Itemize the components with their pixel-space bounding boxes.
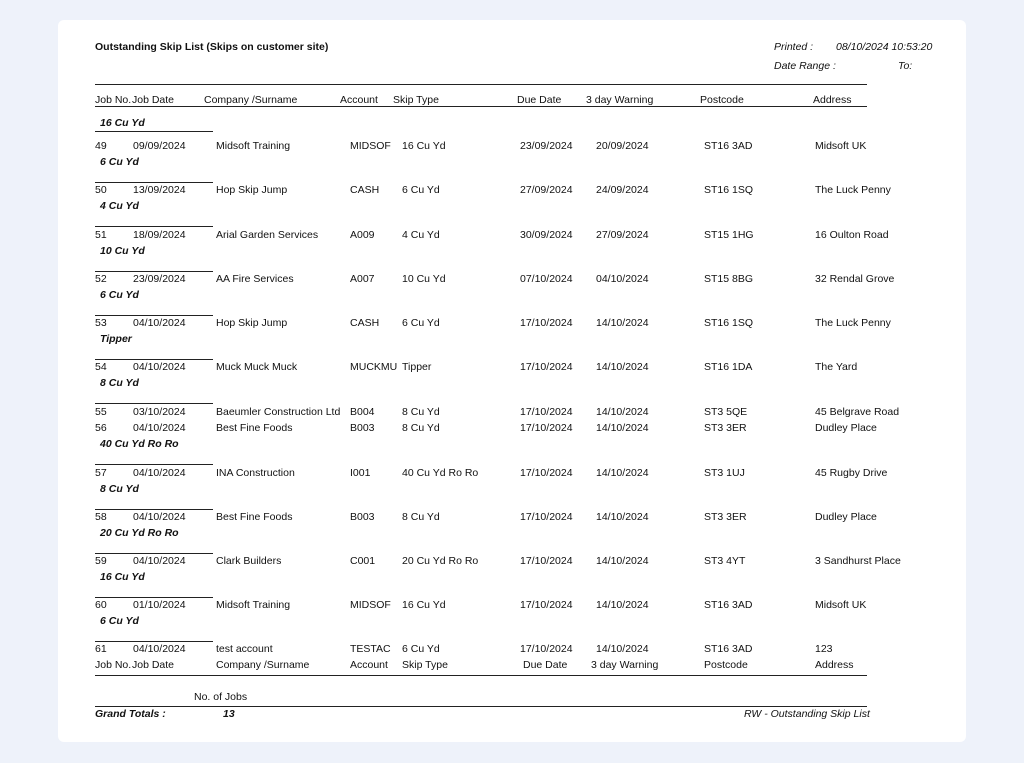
group-rule (95, 182, 213, 183)
row-job-date: 04/10/2024 (133, 467, 186, 479)
row-company: Hop Skip Jump (216, 317, 288, 329)
row-due-date: 17/10/2024 (520, 511, 573, 523)
row-company: Clark Builders (216, 555, 282, 567)
group-rule (95, 553, 213, 554)
date-range-label: Date Range : (774, 60, 836, 72)
row-due-date: 17/10/2024 (520, 317, 573, 329)
row-job-no: 51 (95, 229, 107, 241)
row-address: The Luck Penny (815, 317, 891, 329)
row-due-date: 17/10/2024 (520, 643, 573, 655)
row-job-date: 04/10/2024 (133, 555, 186, 567)
col-header-job-no: Job No. (95, 94, 132, 106)
row-postcode: ST16 1SQ (704, 317, 754, 329)
row-skip-type: 40 Cu Yd Ro Ro (402, 467, 479, 479)
group-label: Tipper (100, 333, 132, 345)
footer-col-address: Address (815, 659, 854, 671)
row-address: Dudley Place (815, 422, 877, 434)
row-company: Hop Skip Jump (216, 184, 288, 196)
row-due-date: 17/10/2024 (520, 555, 573, 567)
row-job-date: 23/09/2024 (133, 273, 186, 285)
col-header-warning: 3 day Warning (586, 94, 654, 106)
row-warning-date: 14/10/2024 (596, 643, 649, 655)
row-job-no: 56 (95, 422, 107, 434)
row-warning-date: 20/09/2024 (596, 140, 649, 152)
group-label: 40 Cu Yd Ro Ro (100, 438, 179, 450)
row-job-no: 54 (95, 361, 107, 373)
row-job-date: 04/10/2024 (133, 361, 186, 373)
row-postcode: ST15 8BG (704, 273, 754, 285)
row-address: The Luck Penny (815, 184, 891, 196)
group-rule (95, 597, 213, 598)
row-company: AA Fire Services (216, 273, 294, 285)
group-label: 6 Cu Yd (100, 156, 139, 168)
row-account: I001 (350, 467, 371, 479)
col-header-company: Company /Surname (204, 94, 298, 106)
row-job-date: 09/09/2024 (133, 140, 186, 152)
footer-col-account: Account (350, 659, 388, 671)
row-job-no: 57 (95, 467, 107, 479)
row-job-no: 55 (95, 406, 107, 418)
row-account: A007 (350, 273, 375, 285)
group-rule (95, 359, 213, 360)
no-of-jobs-label: No. of Jobs (194, 691, 248, 703)
row-skip-type: 6 Cu Yd (402, 643, 440, 655)
row-address: 32 Rendal Grove (815, 273, 895, 285)
row-postcode: ST16 3AD (704, 140, 753, 152)
row-account: TESTAC (350, 643, 391, 655)
footer-col-job-no: Job No. (95, 659, 132, 671)
row-address: Midsoft UK (815, 599, 867, 611)
row-company: Arial Garden Services (216, 229, 319, 241)
row-company: Best Fine Foods (216, 422, 293, 434)
group-rule (95, 315, 213, 316)
row-warning-date: 14/10/2024 (596, 422, 649, 434)
row-due-date: 17/10/2024 (520, 599, 573, 611)
group-label: 16 Cu Yd (100, 571, 145, 583)
footer-col-company: Company /Surname (216, 659, 310, 671)
col-header-postcode: Postcode (700, 94, 744, 106)
row-warning-date: 14/10/2024 (596, 361, 649, 373)
row-skip-type: 10 Cu Yd (402, 273, 446, 285)
row-address: 45 Belgrave Road (815, 406, 900, 418)
group-label: 6 Cu Yd (100, 615, 139, 627)
footer-col-due-date: Due Date (523, 659, 568, 671)
row-due-date: 30/09/2024 (520, 229, 573, 241)
row-job-no: 60 (95, 599, 107, 611)
row-skip-type: 8 Cu Yd (402, 406, 440, 418)
group-label: 20 Cu Yd Ro Ro (100, 527, 179, 539)
row-due-date: 27/09/2024 (520, 184, 573, 196)
row-postcode: ST16 1SQ (704, 184, 754, 196)
grand-total-value: 13 (223, 708, 235, 720)
row-skip-type: 4 Cu Yd (402, 229, 440, 241)
row-warning-date: 14/10/2024 (596, 511, 649, 523)
row-skip-type: 8 Cu Yd (402, 511, 440, 523)
totals-rule (95, 706, 867, 707)
row-skip-type: Tipper (402, 361, 432, 373)
row-due-date: 17/10/2024 (520, 422, 573, 434)
row-postcode: ST15 1HG (704, 229, 754, 241)
row-job-no: 49 (95, 140, 107, 152)
row-warning-date: 04/10/2024 (596, 273, 649, 285)
row-job-no: 58 (95, 511, 107, 523)
row-job-date: 13/09/2024 (133, 184, 186, 196)
row-postcode: ST3 3ER (704, 422, 747, 434)
group-rule (95, 271, 213, 272)
row-job-no: 52 (95, 273, 107, 285)
row-job-no: 61 (95, 643, 107, 655)
group-rule (95, 509, 213, 510)
row-postcode: ST3 1UJ (704, 467, 745, 479)
group-label: 4 Cu Yd (100, 200, 139, 212)
row-address: Midsoft UK (815, 140, 867, 152)
row-company: Midsoft Training (216, 599, 291, 611)
grand-totals-label: Grand Totals : (95, 708, 166, 720)
footer-col-warning: 3 day Warning (591, 659, 659, 671)
row-due-date: 17/10/2024 (520, 467, 573, 479)
report-name: RW - Outstanding Skip List (744, 708, 870, 720)
row-address: 123 (815, 643, 833, 655)
group-label: 8 Cu Yd (100, 377, 139, 389)
group-label: 8 Cu Yd (100, 483, 139, 495)
row-account: C001 (350, 555, 376, 567)
row-address: 16 Oulton Road (815, 229, 889, 241)
row-account: MUCKMU (350, 361, 398, 373)
row-account: MIDSOF (350, 140, 391, 152)
row-job-date: 04/10/2024 (133, 317, 186, 329)
footer-top-rule (95, 675, 867, 676)
row-job-date: 04/10/2024 (133, 422, 186, 434)
row-job-no: 50 (95, 184, 107, 196)
group-rule (95, 226, 213, 227)
header-bottom-rule (95, 106, 867, 107)
row-address: 3 Sandhurst Place (815, 555, 901, 567)
row-skip-type: 6 Cu Yd (402, 317, 440, 329)
header-top-rule (95, 84, 867, 85)
row-company: Muck Muck Muck (216, 361, 298, 373)
row-account: A009 (350, 229, 375, 241)
report-title: Outstanding Skip List (Skips on customer site) (95, 41, 329, 53)
row-warning-date: 14/10/2024 (596, 406, 649, 418)
row-account: B003 (350, 511, 375, 523)
row-company: Best Fine Foods (216, 511, 293, 523)
row-skip-type: 16 Cu Yd (402, 140, 446, 152)
row-skip-type: 16 Cu Yd (402, 599, 446, 611)
col-header-due-date: Due Date (517, 94, 562, 106)
date-range-to-label: To: (898, 60, 913, 72)
row-postcode: ST16 1DA (704, 361, 753, 373)
row-skip-type: 6 Cu Yd (402, 184, 440, 196)
group-rule (95, 131, 213, 132)
footer-col-job-date: Job Date (132, 659, 175, 671)
row-warning-date: 14/10/2024 (596, 599, 649, 611)
row-job-date: 01/10/2024 (133, 599, 186, 611)
row-address: 45 Rugby Drive (815, 467, 888, 479)
row-postcode: ST16 3AD (704, 599, 753, 611)
row-postcode: ST3 3ER (704, 511, 747, 523)
group-rule (95, 641, 213, 642)
row-due-date: 23/09/2024 (520, 140, 573, 152)
row-warning-date: 14/10/2024 (596, 467, 649, 479)
row-address: The Yard (815, 361, 858, 373)
row-account: B004 (350, 406, 375, 418)
row-company: test account (216, 643, 273, 655)
group-label: 6 Cu Yd (100, 289, 139, 301)
row-due-date: 17/10/2024 (520, 406, 573, 418)
group-rule (95, 403, 213, 404)
col-header-skip-type: Skip Type (393, 94, 439, 106)
row-postcode: ST3 4YT (704, 555, 746, 567)
row-job-date: 18/09/2024 (133, 229, 186, 241)
row-company: Midsoft Training (216, 140, 291, 152)
group-rule (95, 464, 213, 465)
group-label: 10 Cu Yd (100, 245, 145, 257)
footer-col-skip-type: Skip Type (402, 659, 448, 671)
row-job-date: 03/10/2024 (133, 406, 186, 418)
row-due-date: 17/10/2024 (520, 361, 573, 373)
col-header-address: Address (813, 94, 852, 106)
row-account: CASH (350, 184, 380, 196)
row-company: INA Construction (216, 467, 295, 479)
report-page (58, 20, 966, 742)
row-warning-date: 24/09/2024 (596, 184, 649, 196)
row-account: CASH (350, 317, 380, 329)
row-job-no: 59 (95, 555, 107, 567)
row-account: MIDSOF (350, 599, 391, 611)
row-warning-date: 14/10/2024 (596, 555, 649, 567)
row-skip-type: 20 Cu Yd Ro Ro (402, 555, 479, 567)
row-warning-date: 14/10/2024 (596, 317, 649, 329)
row-postcode: ST16 3AD (704, 643, 753, 655)
row-account: B003 (350, 422, 375, 434)
printed-label: Printed : (774, 41, 814, 53)
printed-value: 08/10/2024 10:53:20 (836, 41, 933, 53)
row-job-no: 53 (95, 317, 107, 329)
row-due-date: 07/10/2024 (520, 273, 573, 285)
row-warning-date: 27/09/2024 (596, 229, 649, 241)
row-company: Baeumler Construction Ltd (216, 406, 341, 418)
col-header-job-date: Job Date (132, 94, 175, 106)
footer-col-postcode: Postcode (704, 659, 748, 671)
group-label: 16 Cu Yd (100, 117, 145, 129)
col-header-account: Account (340, 94, 378, 106)
row-postcode: ST3 5QE (704, 406, 748, 418)
row-address: Dudley Place (815, 511, 877, 523)
row-job-date: 04/10/2024 (133, 643, 186, 655)
row-job-date: 04/10/2024 (133, 511, 186, 523)
row-skip-type: 8 Cu Yd (402, 422, 440, 434)
